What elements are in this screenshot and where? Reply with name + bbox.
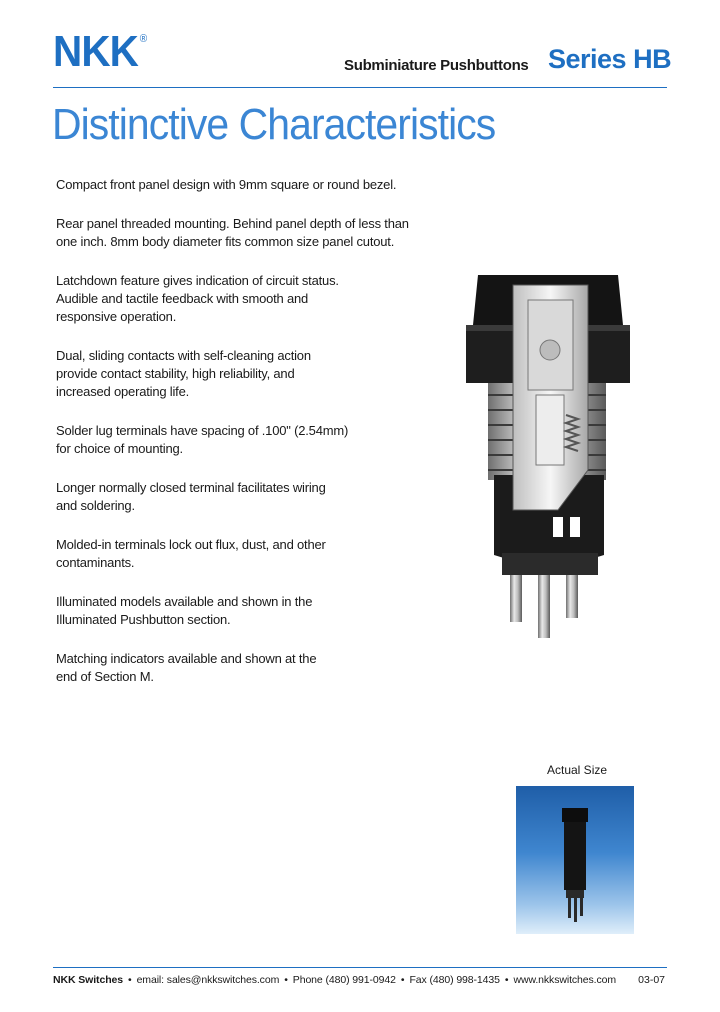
feature-line: contaminants.	[56, 555, 135, 570]
feature-item	[56, 347, 436, 401]
feature-line: provide contact stability, high reliability, and	[56, 366, 295, 381]
feature-item	[56, 536, 436, 572]
footer-bullet: •	[127, 974, 132, 986]
actual-size-switch-silhouette	[516, 786, 634, 934]
footer-email[interactable]: email: sales@nkkswitches.com	[136, 974, 280, 986]
feature-line: Audible and tactile feedback with smooth and	[56, 291, 309, 306]
feature-line: Matching indicators available and shown at the	[56, 651, 317, 666]
feature-item	[56, 650, 436, 686]
footer-bullet: •	[284, 974, 288, 986]
registered-mark: ®	[139, 33, 147, 45]
feature-item	[56, 215, 436, 251]
feature-line: Latchdown feature gives indication of circuit status.	[56, 273, 339, 288]
feature-line: Dual, sliding contacts with self-cleaning action	[56, 348, 311, 363]
footer-bullet: •	[504, 974, 509, 986]
feature-item	[56, 176, 436, 194]
actual-size-label: Actual Size	[547, 763, 608, 777]
feature-line: Molded-in terminals lock out flux, dust, and other	[56, 537, 326, 552]
feature-line: Illuminated models available and shown in the	[56, 594, 313, 609]
feature-line: Solder lug terminals have spacing of .100" (2.54mm)	[56, 423, 349, 438]
feature-list	[56, 176, 436, 707]
feature-line: for choice of mounting.	[56, 441, 183, 456]
pushbutton-cutaway-image	[458, 255, 638, 645]
series-name: Series HB	[548, 44, 672, 74]
feature-line: Compact front panel design with 9mm square or round bezel.	[56, 177, 397, 192]
feature-item	[56, 272, 436, 326]
footer-contact	[53, 974, 667, 986]
feature-line: one inch. 8mm body diameter fits common size panel cutout.	[56, 234, 395, 249]
page-title: Distinctive Characteristics	[52, 100, 496, 149]
footer-company: NKK Switches	[53, 974, 123, 986]
feature-line: and soldering.	[56, 498, 135, 513]
footer-fax: Fax (480) 998-1435	[409, 974, 500, 986]
nkk-logo: NKK ®	[53, 27, 147, 76]
feature-item	[56, 593, 436, 629]
feature-line: Rear panel threaded mounting. Behind panel depth of less than	[56, 216, 409, 231]
feature-item	[56, 479, 436, 515]
footer-rule	[53, 967, 667, 968]
feature-line: end of Section M.	[56, 669, 154, 684]
page-code: 03-07	[638, 974, 665, 986]
feature-line: Longer normally closed terminal facilitates wiring	[56, 480, 326, 495]
feature-line: increased operating life.	[56, 384, 190, 399]
footer-phone: Phone (480) 991-0942	[292, 974, 396, 986]
actual-size-image	[516, 786, 634, 934]
feature-item	[56, 422, 436, 458]
feature-line: responsive operation.	[56, 309, 177, 324]
footer-web[interactable]: www.nkkswitches.com	[513, 974, 617, 986]
product-category: Subminiature Pushbuttons	[344, 57, 529, 74]
footer-bullet: •	[400, 974, 405, 986]
feature-line: Illuminated Pushbutton section.	[56, 612, 231, 627]
header-rule	[53, 87, 667, 88]
